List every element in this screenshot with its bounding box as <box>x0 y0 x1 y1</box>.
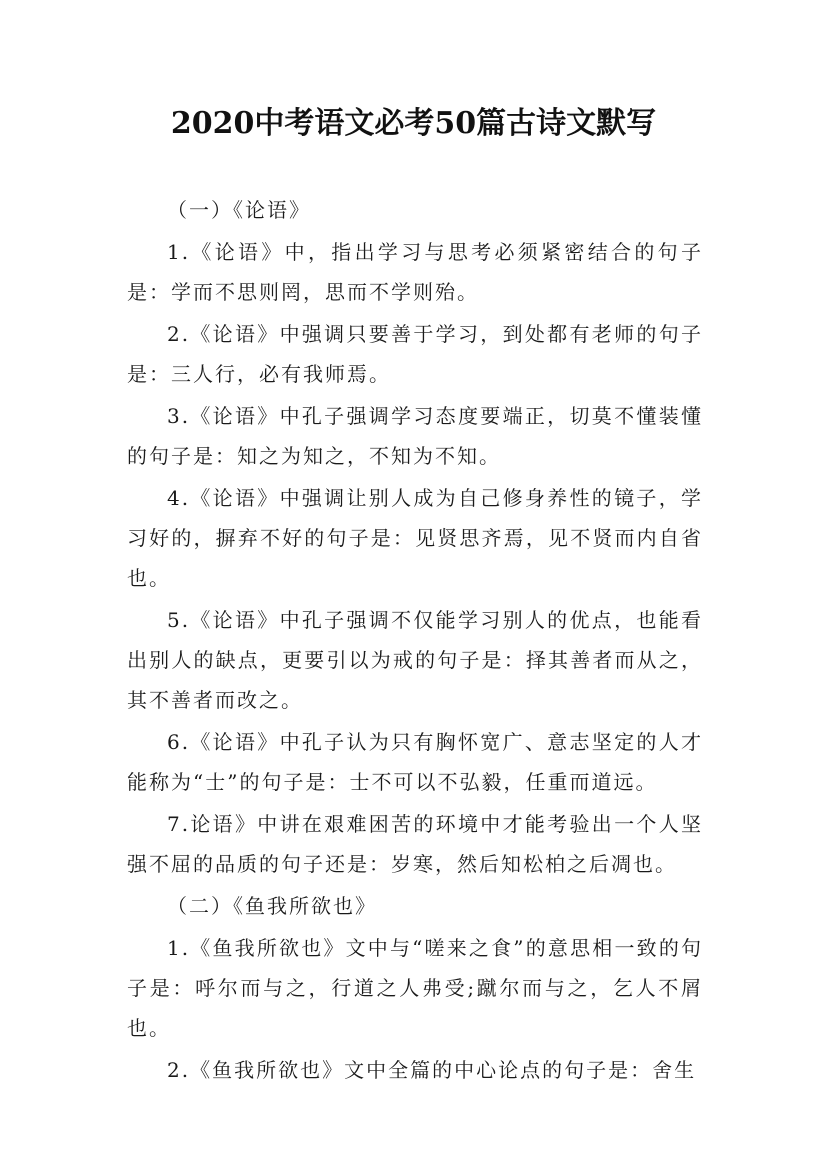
document-body <box>127 190 703 1092</box>
list-item: 6.《论语》中孔子认为只有胸怀宽广、意志坚定的人才能称为“士”的句子是：士不可以不弘毅，任重而道远。 <box>127 730 703 794</box>
list-item: 3.《论语》中孔子强调学习态度要端正，切莫不懂装懂的句子是：知之为知之，不知为不知。 <box>127 404 703 468</box>
document-title: 2020中考语文必考50篇古诗文默写 <box>170 106 657 141</box>
section-lunyu <box>127 190 703 884</box>
section-yuwosuoyuye <box>127 886 703 1090</box>
list-item: 5.《论语》中孔子强调不仅能学习别人的优点，也能看出别人的缺点，更要引以为戒的句子是：择其善者而从之，其不善者而改之。 <box>127 608 703 712</box>
list-item: 7.论语》中讲在艰难困苦的环境中才能考验出一个人坚强不屈的品质的句子还是：岁寒，然后知松柏之后凋也。 <box>127 812 703 876</box>
section-heading: （一）《论语》 <box>167 198 311 222</box>
list-item: 4.《论语》中强调让别人成为自己修身养性的镜子，学习好的，摒弃不好的句子是：见贤思齐焉，见不贤而内自省也。 <box>127 486 703 590</box>
list-item: 1.《鱼我所欲也》文中与“嗟来之食”的意思相一致的句子是：呼尔而与之，行道之人弗受;蹴尔而与之，乞人不屑也。 <box>127 936 703 1040</box>
list-item: 2.《论语》中强调只要善于学习，到处都有老师的句子是：三人行，必有我师焉。 <box>127 322 703 386</box>
list-item: 1.《论语》中，指出学习与思考必须紧密结合的句子是：学而不思则罔，思而不学则殆。 <box>127 240 703 304</box>
list-item: 2.《鱼我所欲也》文中全篇的中心论点的句子是：舍生 <box>167 1058 697 1082</box>
section-heading: （二）《鱼我所欲也》 <box>167 894 377 918</box>
